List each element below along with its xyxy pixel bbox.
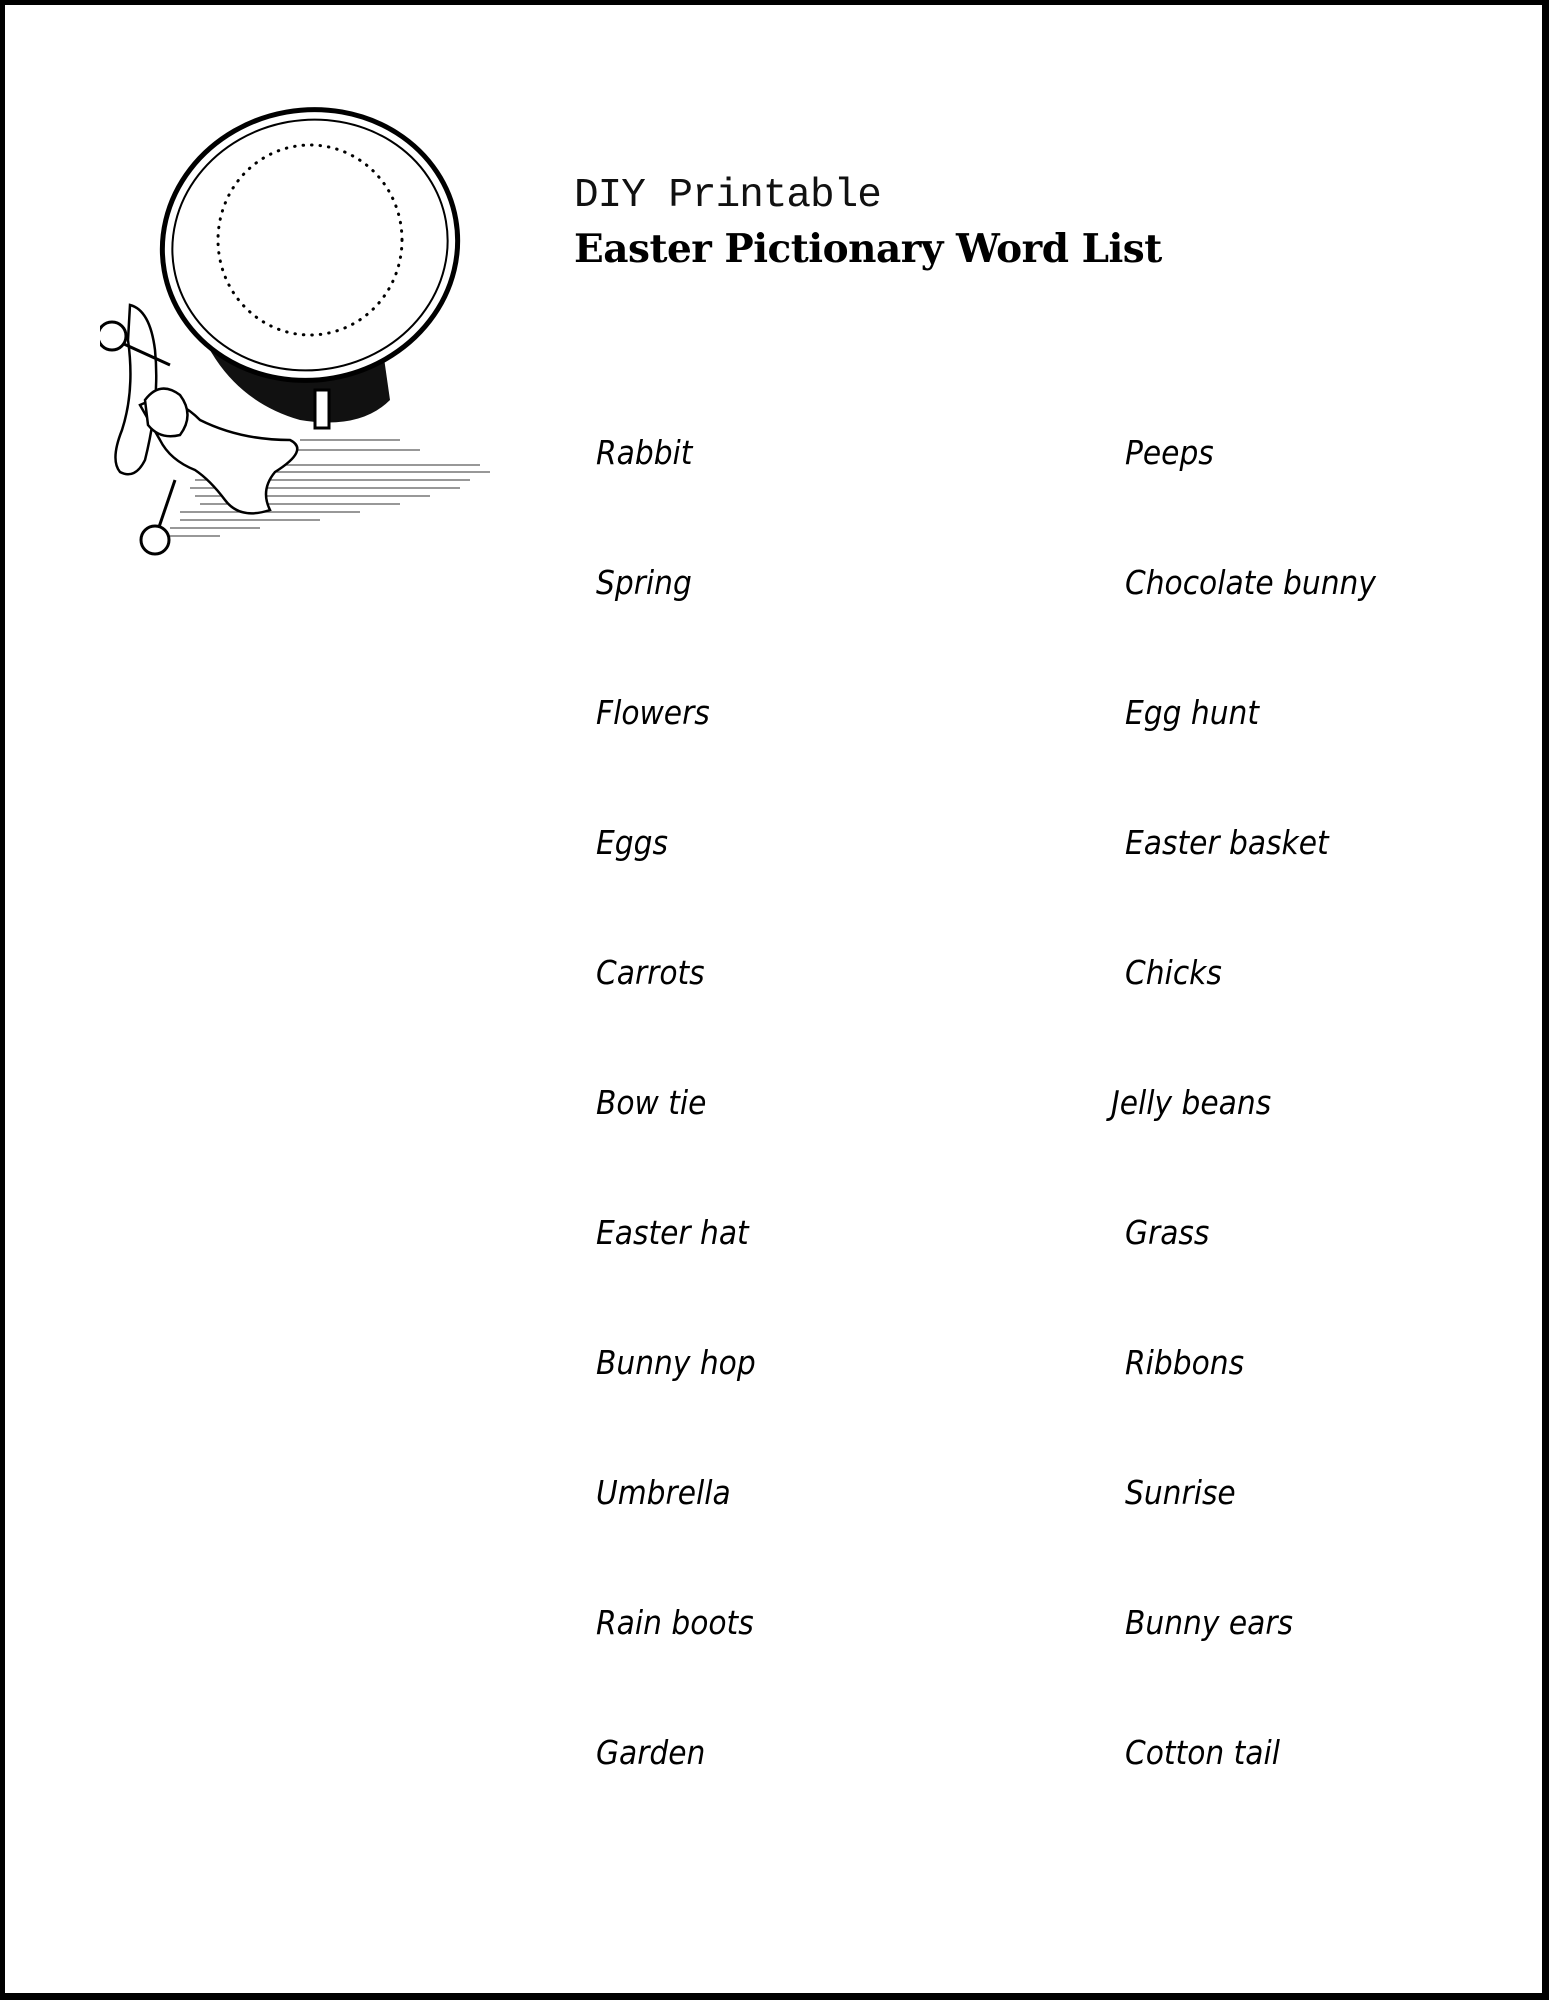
printable-page bbox=[5, 5, 1542, 1993]
word-left-10: Rain boots bbox=[596, 1603, 754, 1642]
word-right-9: Sunrise bbox=[1125, 1473, 1236, 1512]
word-left-4: Eggs bbox=[596, 823, 668, 862]
word-right-3: Egg hunt bbox=[1125, 693, 1260, 732]
word-left-7: Easter hat bbox=[596, 1213, 749, 1252]
word-left-5: Carrots bbox=[596, 953, 705, 992]
word-left-11: Garden bbox=[596, 1733, 706, 1772]
title-block bbox=[574, 170, 1162, 276]
word-right-11: Cotton tail bbox=[1125, 1733, 1280, 1772]
page-subtitle: DIY Printable bbox=[574, 173, 881, 219]
word-left-8: Bunny hop bbox=[596, 1343, 756, 1382]
word-right-7: Grass bbox=[1125, 1213, 1210, 1252]
word-left-9: Umbrella bbox=[596, 1473, 731, 1512]
word-right-8: Ribbons bbox=[1125, 1343, 1245, 1382]
word-left-3: Flowers bbox=[596, 693, 710, 732]
page-title: Easter Pictionary Word List bbox=[574, 226, 1162, 272]
word-right-1: Peeps bbox=[1125, 433, 1214, 472]
word-right-2: Chocolate bunny bbox=[1125, 563, 1376, 602]
word-right-4: Easter basket bbox=[1125, 823, 1329, 862]
word-right-10: Bunny ears bbox=[1125, 1603, 1294, 1642]
word-right-6: Jelly beans bbox=[1111, 1083, 1272, 1122]
word-right-5: Chicks bbox=[1125, 953, 1222, 992]
word-left-2: Spring bbox=[596, 563, 692, 602]
word-left-6: Bow tie bbox=[596, 1083, 707, 1122]
rabbit-drum-illustration-icon bbox=[100, 100, 500, 570]
word-left-1: Rabbit bbox=[596, 433, 693, 472]
